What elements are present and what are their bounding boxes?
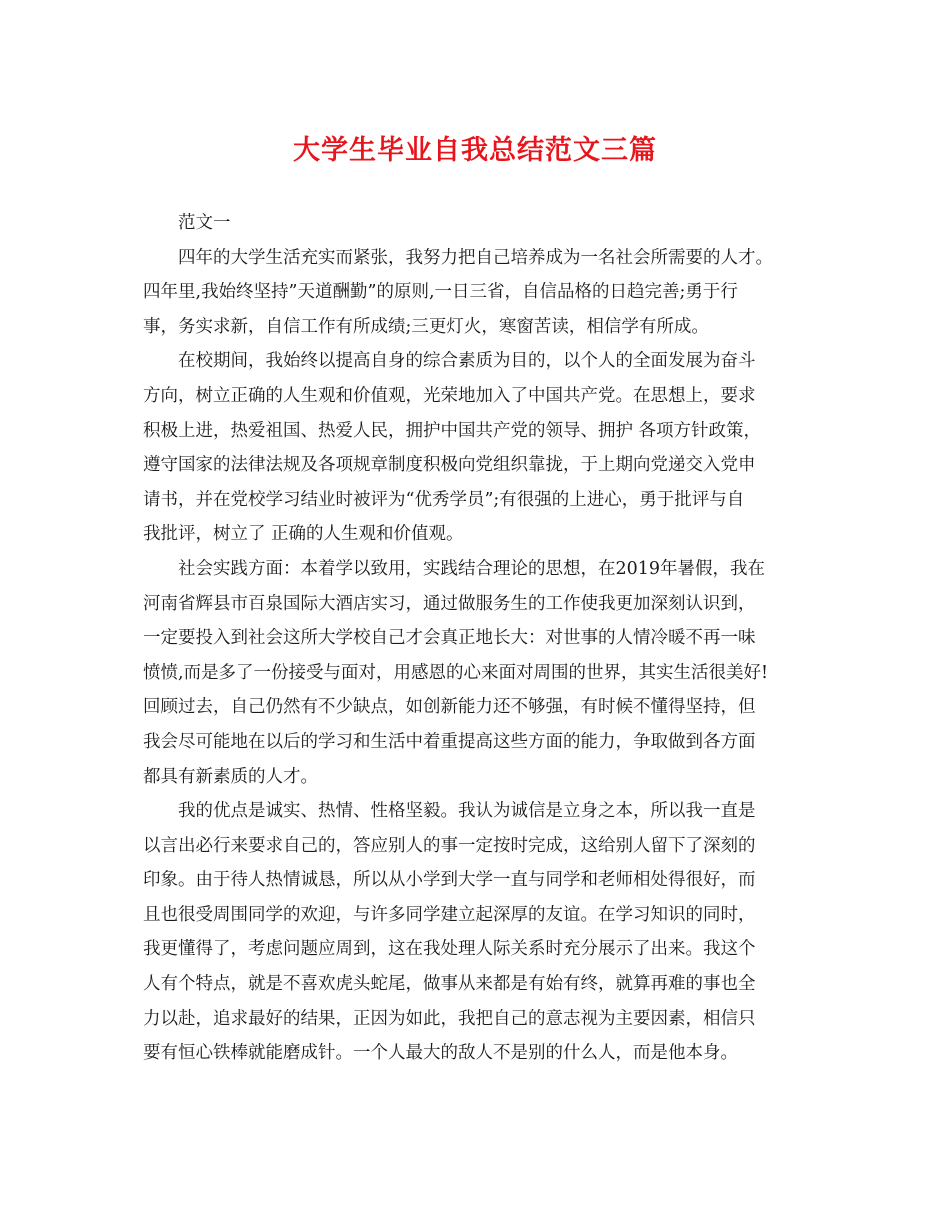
text-line: 要有恒心铁棒就能磨成针。一个人最大的敌人不是别的什么人，而是他本身。 (143, 1043, 738, 1064)
text-line: 积极上进，热爱祖国、热爱人民，拥护中国共产党的领导、拥护 各项方针政策， (143, 420, 762, 441)
text-line: 印象。由于待人热情诚恳，所以从小学到大学一直与同学和老师相处得很好，而 (143, 870, 756, 891)
text-line: 事，务实求新，自信工作有所成绩;三更灯火，寒窗苦读，相信学有所成。 (143, 316, 709, 337)
text-line: 我批评，树立了 正确的人生观和价值观。 (143, 524, 464, 545)
text-line: 在校期间，我始终以提高自身的综合素质为目的，以个人的全面发展为奋斗 (178, 351, 756, 372)
text-line: 范文一 (178, 213, 231, 233)
text-line: 河南省辉县市百泉国际大酒店实习，通过做服务生的工作使我更加深刻认识到， (143, 593, 756, 614)
text-line: 四年的大学生活充实而紧张，我努力把自己培养成为一名社会所需要的人才。 (178, 247, 773, 268)
text-line: 人有个特点，就是不喜欢虎头蛇尾，做事从来都是有始有终，就算再难的事也全 (143, 974, 756, 995)
text-line: 愤愤,而是多了一份接受与面对，用感恩的心来面对周围的世界，其实生活很美好! (143, 662, 769, 683)
text-line: 力以赴，追求最好的结果，正因为如此，我把自己的意志视为主要因素，相信只 (143, 1008, 756, 1029)
text-line: 以言出必行来要求自己的，答应别人的事一定按时完成，这给别人留下了深刻的 (143, 835, 756, 856)
text-line: 社会实践方面：本着学以致用，实践结合理论的思想，在2019年暑假，我在 (178, 558, 766, 579)
text-line: 我会尽可能地在以后的学习和生活中着重提高这些方面的能力，争取做到各方面 (143, 731, 756, 752)
document-body (143, 206, 808, 1071)
text-line: 方向，树立正确的人生观和价值观，光荣地加入了中国共产党。在思想上，要求 (143, 385, 756, 406)
text-line: 遵守国家的法律法规及各项规章制度积极向党组织靠拢，于上期向党递交入党申 (143, 455, 756, 476)
page-title: 大学生毕业自我总结范文三篇 (293, 135, 657, 166)
text-line: 一定要投入到社会这所大学校自己才会真正地长大：对世事的人情冷暖不再一味 (143, 628, 756, 649)
text-line: 我更懂得了，考虑问题应周到，这在我处理人际关系时充分展示了出来。我这个 (143, 939, 756, 960)
text-line: 四年里,我始终坚持”天道酬勤”的原则,一日三省，自信品格的日趋完善;勇于行 (143, 282, 738, 303)
text-line: 请书，并在党校学习结业时被评为“优秀学员”;有很强的上进心，勇于批评与自 (143, 489, 745, 510)
text-line: 都具有新素质的人才。 (143, 766, 318, 787)
text-line: 回顾过去，自己仍然有不少缺点，如创新能力还不够强，有时候不懂得坚持，但 (143, 697, 756, 718)
text-line: 我的优点是诚实、热情、性格坚毅。我认为诚信是立身之本，所以我一直是 (178, 801, 756, 822)
text-line: 且也很受周围同学的欢迎，与许多同学建立起深厚的友谊。在学习知识的同时， (143, 904, 756, 925)
